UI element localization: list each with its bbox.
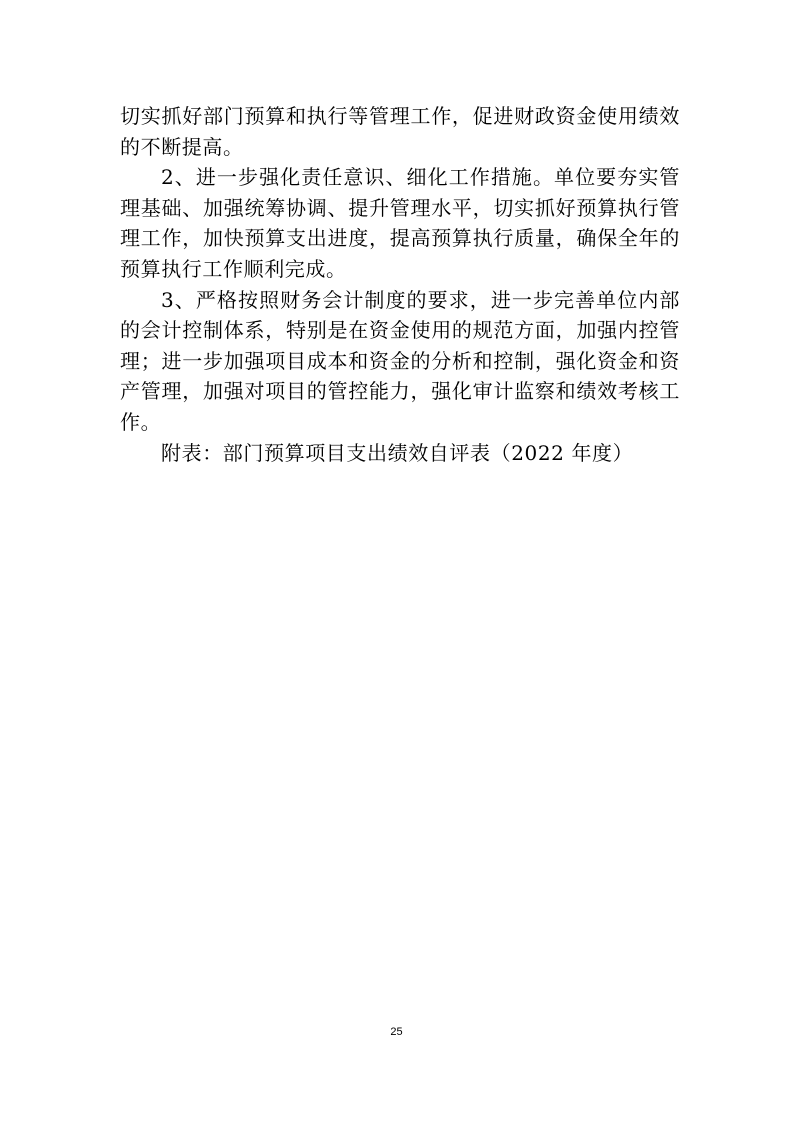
paragraph-item-2: 2、进一步强化责任意识、细化工作措施。单位要夯实管理基础、加强统筹协调、提升管理水平，切实抓好预算执行管理工作，加快预算支出进度，提高预算执行质量，确保全年的预算执行工作顺利完成。 xyxy=(120,165,680,281)
paragraph-continuation: 切实抓好部门预算和执行等管理工作，促进财政资金使用绩效的不断提高。 xyxy=(120,104,680,159)
appendix-note: 附表：部门预算项目支出绩效自评表（2022 年度） xyxy=(161,440,634,465)
paragraph-item-3: 3、严格按照财务会计制度的要求，进一步完善单位内部的会计控制体系，特别是在资金使用的规范方面，加强内控管理；进一步加强项目成本和资金的分析和控制，强化资金和资产管理，加强对项目的管控能力，强化审计监察和绩效考核工作。 xyxy=(120,287,680,434)
page-number: 25 xyxy=(390,1026,403,1038)
document-body xyxy=(120,101,680,468)
